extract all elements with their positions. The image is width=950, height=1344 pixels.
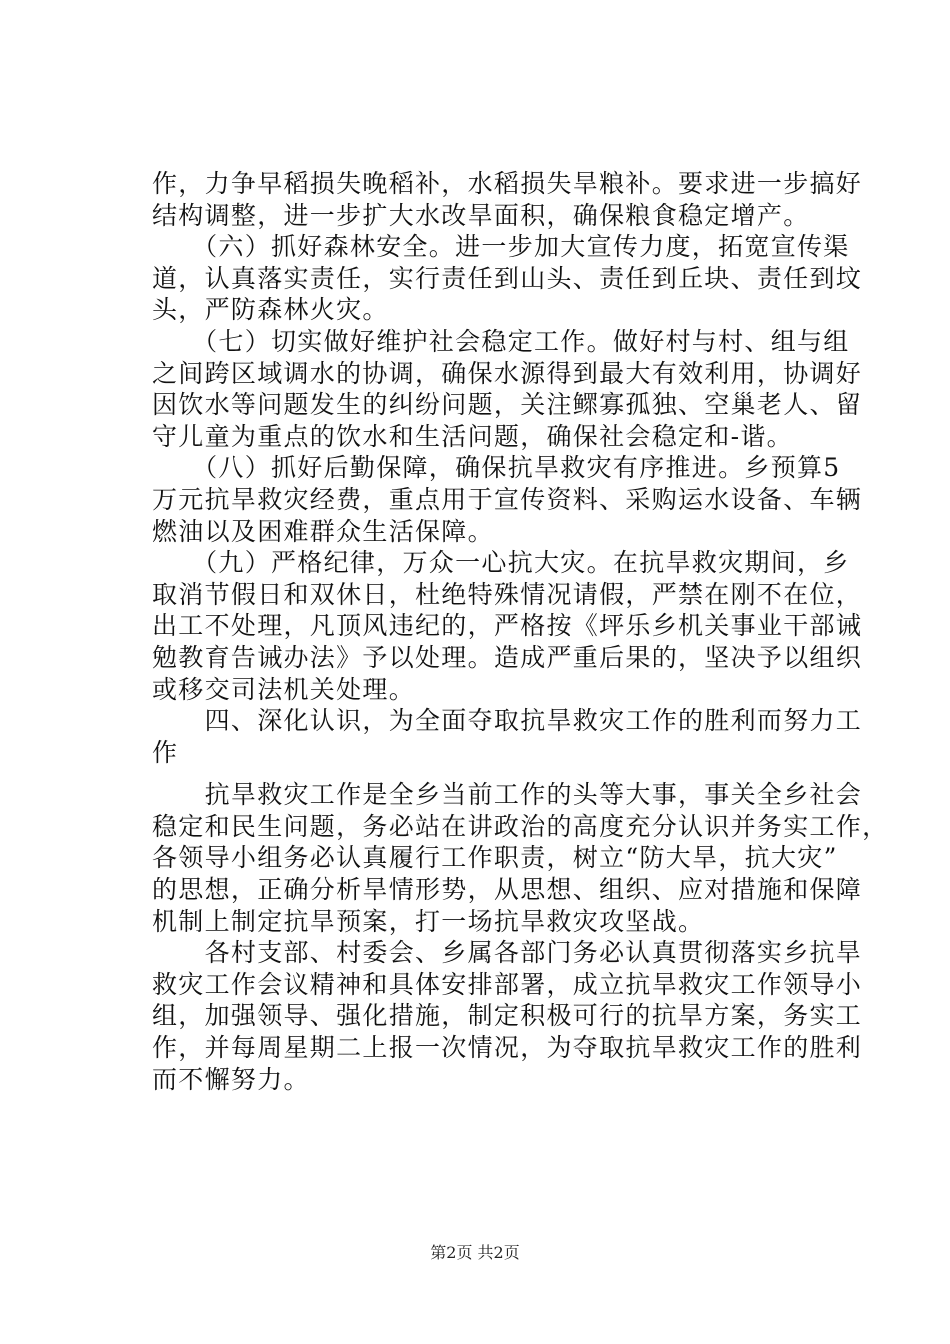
text-line: 的思想，正确分析旱情形势，从思想、组织、应对措施和保障	[152, 875, 863, 905]
text-line: 道，认真落实责任，实行责任到山头、责任到丘块、责任到坟	[152, 263, 863, 293]
text-line: 各领导小组务必认真履行工作职责，树立“防大旱，抗大灾”	[152, 843, 838, 873]
text-line: 取消节假日和双休日，杜绝特殊情况请假，严禁在刚不在位，	[152, 579, 863, 609]
section-heading-line: 四、深化认识，为全面夺取抗旱救灾工作的胜利而努力工	[152, 706, 863, 736]
text-line: 万元抗旱救灾经费，重点用于宣传资料、采购运水设备、车辆	[152, 484, 863, 514]
page-number: 第2页 共2页	[430, 1243, 520, 1262]
text-line: 作，并每周星期二上报一次情况，为夺取抗旱救灾工作的胜利	[152, 1033, 863, 1063]
text-line: 组，加强领导、强化措施，制定积极可行的抗旱方案，务实工	[152, 1001, 863, 1031]
text-line: 而不懈努力。	[152, 1064, 310, 1094]
text-line: 勉教育告诫办法》予以处理。造成严重后果的，坚决予以组织	[152, 642, 863, 672]
text-line: （九）严格纪律，万众一心抗大灾。在抗旱救灾期间，乡	[152, 548, 850, 578]
text-line: （六）抓好森林安全。进一步加大宣传力度，拓宽宣传渠	[152, 232, 850, 262]
text-line: 结构调整，进一步扩大水改旱面积，确保粮食稳定增产。	[152, 200, 810, 230]
text-line: 稳定和民生问题，务必站在讲政治的高度充分认识并务实工作，	[152, 811, 889, 841]
text-line: 各村支部、村委会、乡属各部门务必认真贯彻落实乡抗旱	[152, 938, 863, 968]
text-line: （八）抓好后勤保障，确保抗旱救灾有序推进。乡预算5	[152, 453, 841, 483]
paragraph-gap	[152, 768, 842, 779]
text-line: 机制上制定抗旱预案，打一场抗旱救灾攻坚战。	[152, 906, 705, 936]
text-line: 抗旱救灾工作是全乡当前工作的头等大事，事关全乡社会	[152, 780, 863, 810]
text-line: 头，严防森林火灾。	[152, 295, 389, 325]
text-line: 出工不处理，凡顶风违纪的，严格按《坪乐乡机关事业干部诫	[152, 611, 863, 641]
text-line: 之间跨区域调水的协调，确保水源得到最大有效利用，协调好	[152, 358, 863, 388]
text-line: 守儿童为重点的饮水和生活问题，确保社会稳定和-谐。	[152, 421, 793, 451]
page-footer	[0, 1243, 950, 1263]
text-line: 作，力争早稻损失晚稻补，水稻损失旱粮补。要求进一步搞好	[152, 169, 863, 198]
text-line: （七）切实做好维护社会稳定工作。做好村与村、组与组	[152, 326, 850, 356]
text-line: 因饮水等问题发生的纠纷问题，关注鳏寡孤独、空巢老人、留	[152, 390, 863, 420]
body-text	[152, 168, 889, 1095]
section-heading-line: 作	[152, 737, 179, 767]
text-line: 救灾工作会议精神和具体安排部署，成立抗旱救灾工作领导小	[152, 969, 863, 999]
text-line: 或移交司法机关处理。	[152, 674, 416, 704]
text-line: 燃油以及困难群众生活保障。	[152, 516, 494, 546]
